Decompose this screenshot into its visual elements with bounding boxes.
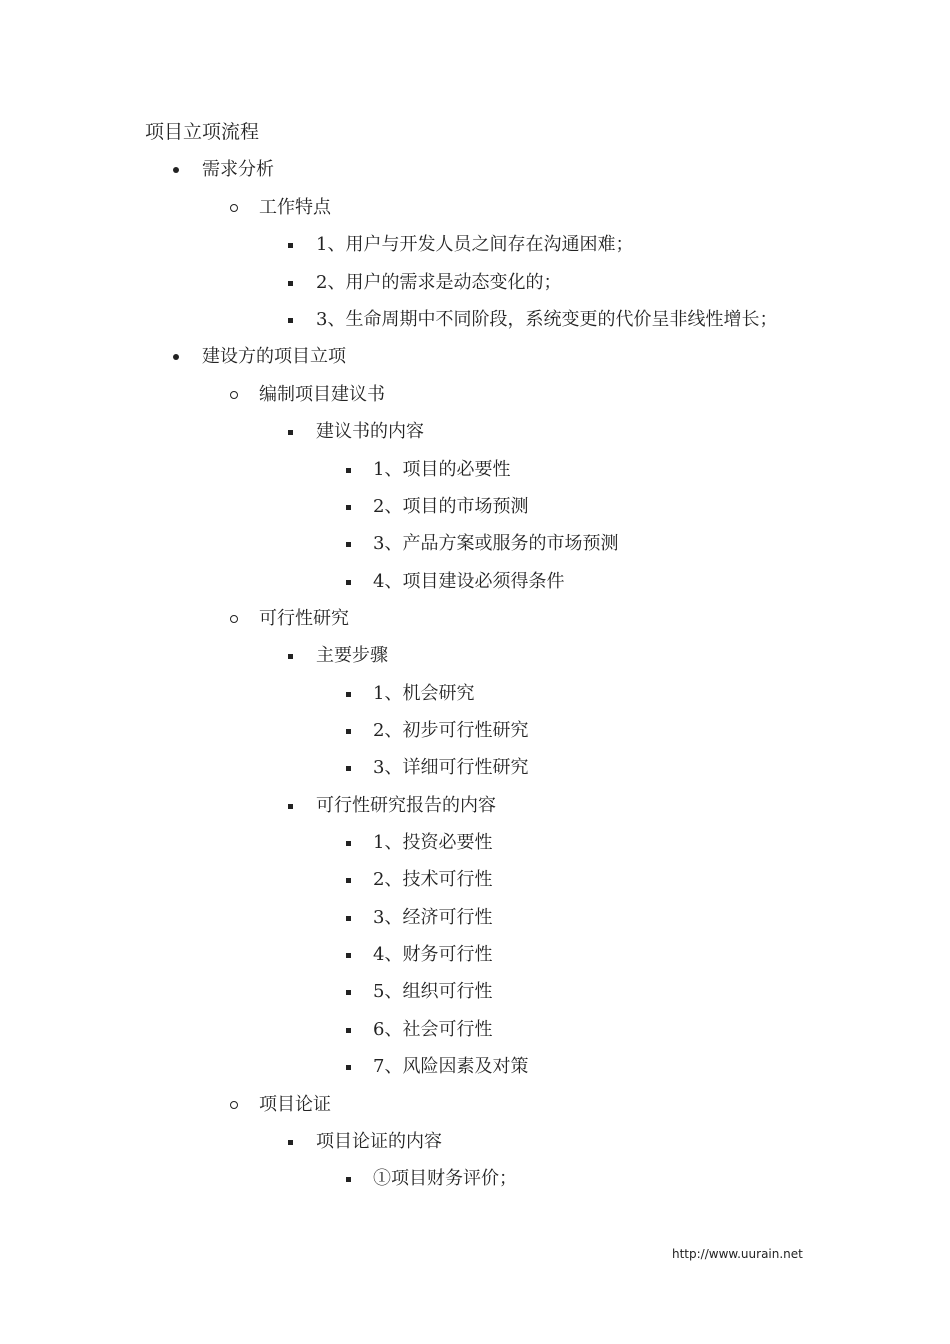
square-bullet-icon <box>288 1140 293 1145</box>
item-label: 2、项目的市场预测 <box>373 496 529 517</box>
page-title: 项目立项流程 <box>145 121 260 143</box>
circle-bullet-icon <box>230 391 238 399</box>
square-bullet-icon <box>288 804 293 809</box>
square-bullet-icon <box>346 953 351 958</box>
square-bullet-icon <box>346 1177 351 1182</box>
square-bullet-icon <box>288 430 293 435</box>
square-bullet-icon <box>346 505 351 510</box>
item-label: 4、财务可行性 <box>373 944 493 965</box>
circle-bullet-icon <box>230 615 238 623</box>
square-bullet-icon <box>346 1028 351 1033</box>
square-bullet-icon <box>346 841 351 846</box>
square-bullet-icon <box>288 243 293 248</box>
item-label: 7、风险因素及对策 <box>373 1056 529 1077</box>
square-bullet-icon <box>346 1065 351 1070</box>
square-bullet-icon <box>346 916 351 921</box>
item-label: 4、项目建设必须得条件 <box>373 571 565 592</box>
square-bullet-icon <box>288 281 293 286</box>
subsection-label: 项目论证 <box>259 1094 331 1115</box>
subsection-label: 编制项目建议书 <box>259 384 385 405</box>
subsection-label: 工作特点 <box>259 197 331 218</box>
footer-url: http://www.uurain.net <box>672 1247 803 1261</box>
item-label: 3、产品方案或服务的市场预测 <box>373 533 619 554</box>
square-bullet-icon <box>346 729 351 734</box>
item-label: ①项目财务评价； <box>373 1168 517 1189</box>
square-bullet-icon <box>346 580 351 585</box>
item-label: 建议书的内容 <box>316 421 424 442</box>
item-label: 3、详细可行性研究 <box>373 757 529 778</box>
square-bullet-icon <box>346 692 351 697</box>
square-bullet-icon <box>346 878 351 883</box>
square-bullet-icon <box>346 468 351 473</box>
disc-bullet-icon <box>173 354 179 360</box>
item-label: 3、生命周期中不同阶段，系统变更的代价呈非线性增长； <box>316 309 778 330</box>
item-label: 2、用户的需求是动态变化的； <box>316 272 562 293</box>
item-label: 1、用户与开发人员之间存在沟通困难； <box>316 234 634 255</box>
item-label: 5、组织可行性 <box>373 981 493 1002</box>
item-label: 2、初步可行性研究 <box>373 720 529 741</box>
item-label: 2、技术可行性 <box>373 869 493 890</box>
item-label: 1、投资必要性 <box>373 832 493 853</box>
square-bullet-icon <box>346 542 351 547</box>
item-label: 主要步骤 <box>316 645 388 666</box>
section-label: 需求分析 <box>202 159 274 180</box>
subsection-label: 可行性研究 <box>259 608 349 629</box>
item-label: 可行性研究报告的内容 <box>316 795 496 816</box>
section-label: 建设方的项目立项 <box>202 346 346 367</box>
disc-bullet-icon <box>173 167 179 173</box>
square-bullet-icon <box>288 654 293 659</box>
item-label: 项目论证的内容 <box>316 1131 442 1152</box>
square-bullet-icon <box>346 766 351 771</box>
circle-bullet-icon <box>230 1101 238 1109</box>
square-bullet-icon <box>346 990 351 995</box>
item-label: 1、项目的必要性 <box>373 459 511 480</box>
item-label: 1、机会研究 <box>373 683 475 704</box>
square-bullet-icon <box>288 318 293 323</box>
item-label: 6、社会可行性 <box>373 1019 493 1040</box>
circle-bullet-icon <box>230 204 238 212</box>
item-label: 3、经济可行性 <box>373 907 493 928</box>
